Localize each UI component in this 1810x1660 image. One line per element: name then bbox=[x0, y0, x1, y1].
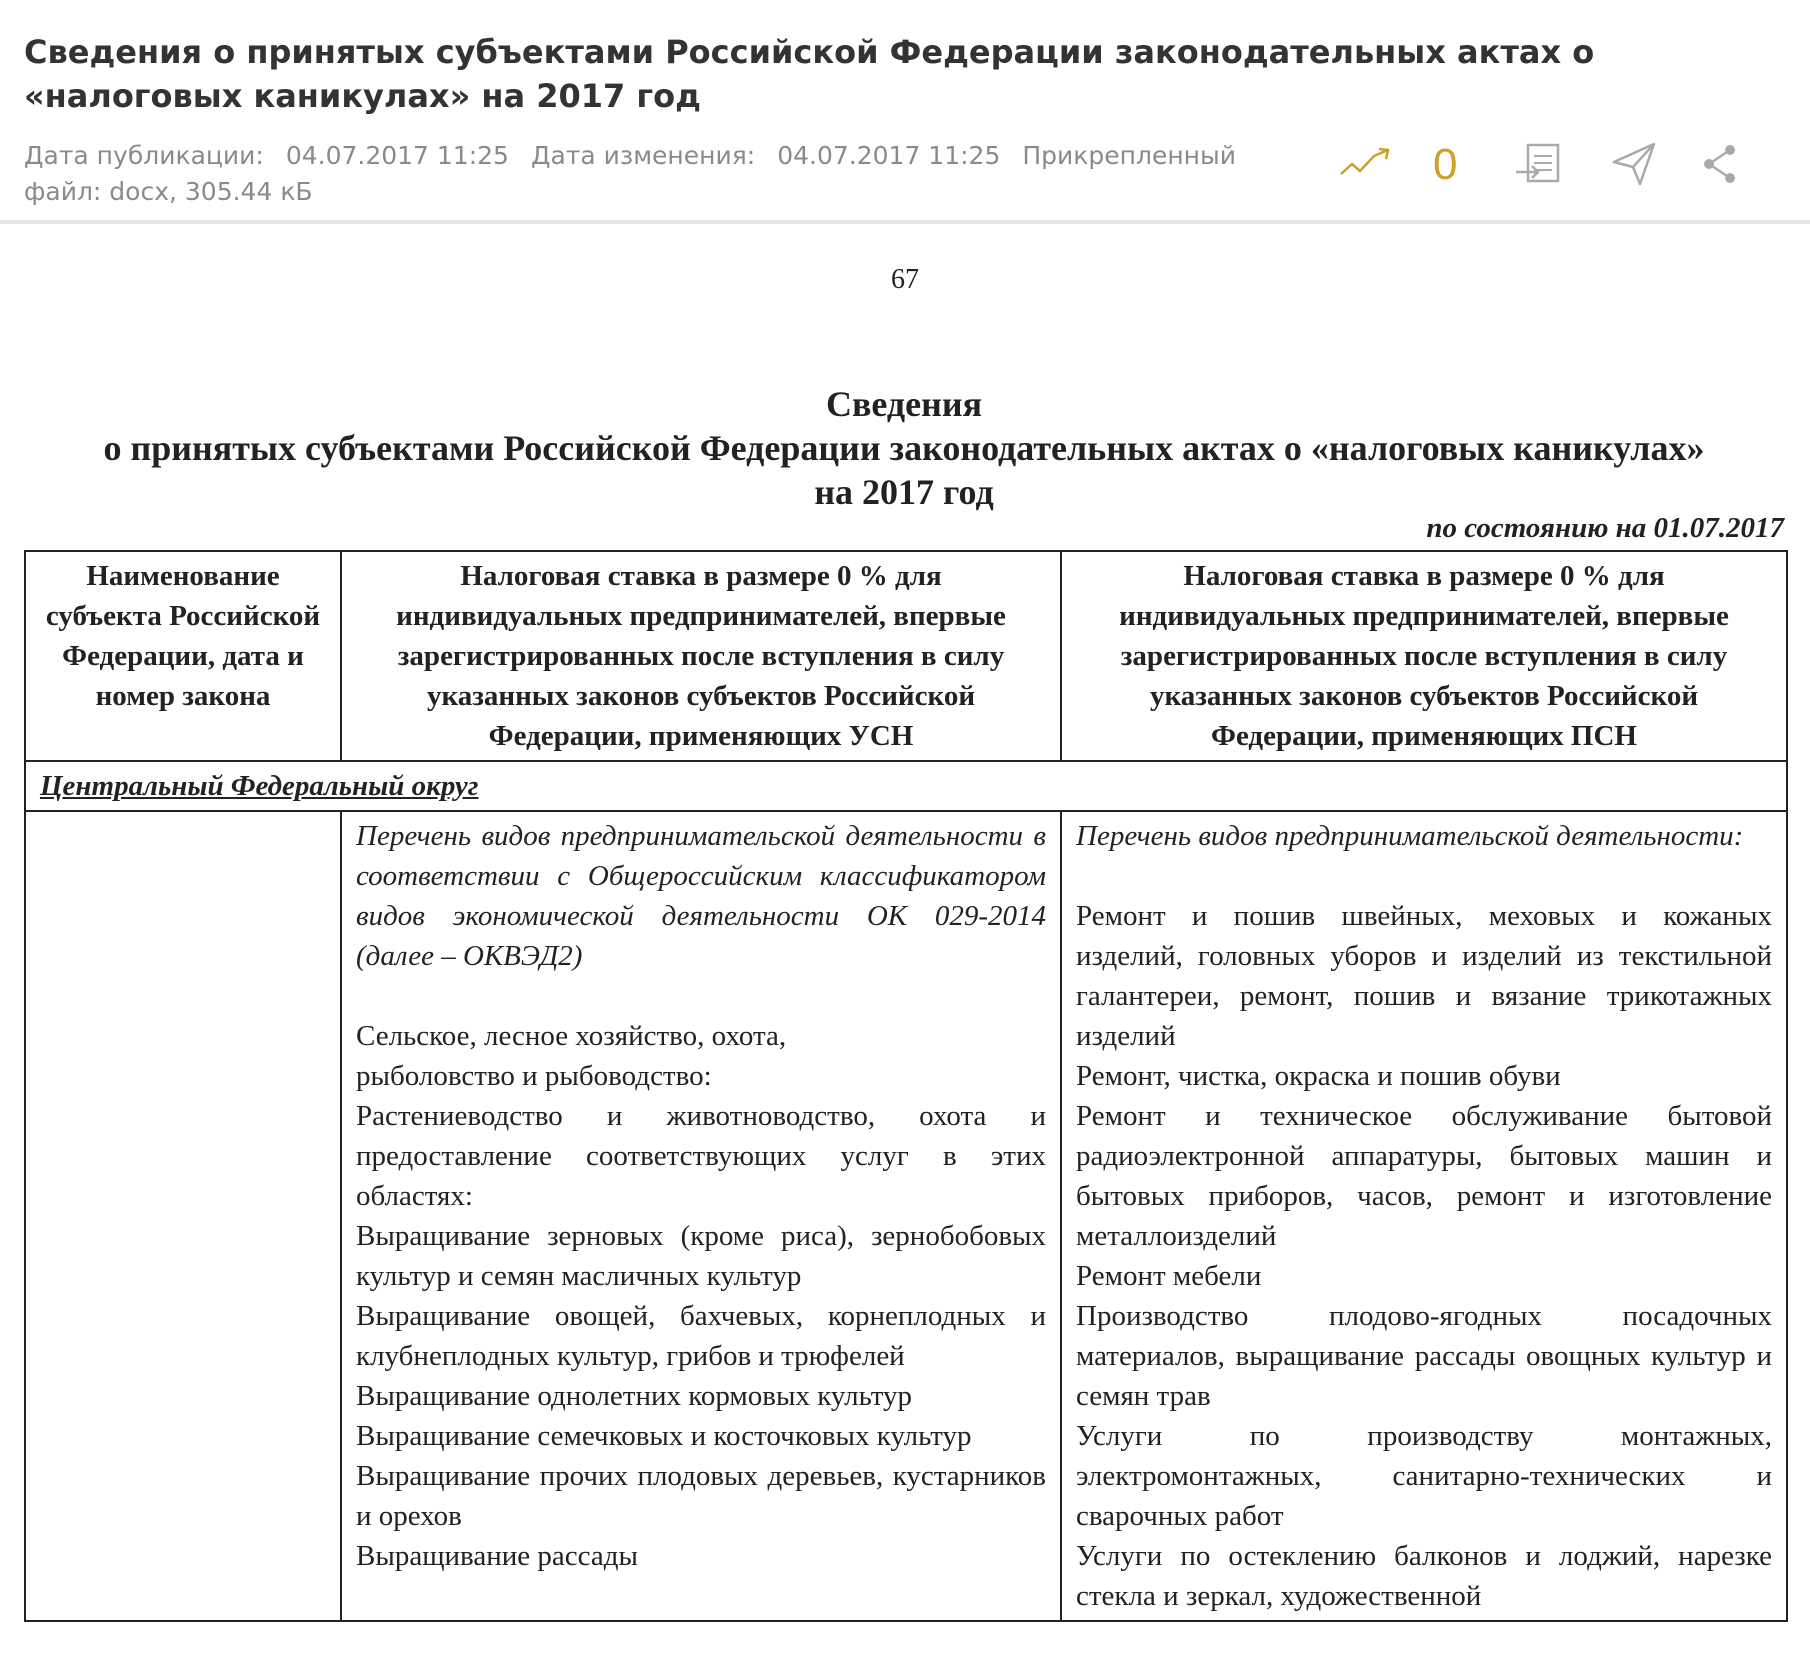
district-name: Центральный Федеральный округ bbox=[40, 770, 479, 802]
page-number: 67 bbox=[891, 264, 919, 295]
table-header-row bbox=[25, 551, 1787, 761]
status-date: по состоянию на 01.07.2017 bbox=[1426, 512, 1784, 544]
page-title: Сведения о принятых субъектами Российской Федерации законодательных актах о «налоговых каникулах» на 2017 год bbox=[24, 33, 1595, 115]
list-item: Выращивание зерновых (кроме риса), зернобобовых культур и семян масличных культур bbox=[356, 1220, 1046, 1292]
list-item: Выращивание овощей, бахчевых, корнеплодных и клубнеплодных культур, грибов и трюфелей bbox=[356, 1300, 1046, 1372]
list-item: Выращивание семечковых и косточковых культур bbox=[356, 1420, 972, 1452]
table-row bbox=[25, 811, 1787, 1621]
view-count: 0 bbox=[1433, 140, 1458, 189]
page-header bbox=[0, 0, 1810, 224]
list-item: Производство плодово-ягодных посадочных материалов, выращивание рассады овощных культур и семян трав bbox=[1076, 1300, 1772, 1412]
list-item: Услуги по производству монтажных, электромонтажных, санитарно-технических и сварочных работ bbox=[1076, 1420, 1772, 1532]
modified-value: 04.07.2017 11:25 bbox=[777, 141, 1001, 170]
document-heading bbox=[24, 382, 1784, 514]
paper-plane-icon[interactable] bbox=[1610, 140, 1658, 188]
tax-holidays-table bbox=[24, 550, 1788, 1622]
list-item: Сельское, лесное хозяйство, охота, bbox=[356, 1020, 787, 1052]
subject-cell bbox=[25, 811, 341, 1621]
header-psn: Налоговая ставка в размере 0 % для индивидуальных предпринимателей, впервые зарегистрированных после вступления в силу указанных законов субъектов Российской Федерации, применяющих ПСН bbox=[1061, 551, 1787, 761]
psn-intro: Перечень видов предпринимательской деятельности: bbox=[1076, 820, 1744, 852]
action-toolbar bbox=[1330, 134, 1750, 194]
modified-label: Дата изменения: bbox=[530, 141, 756, 170]
psn-cell bbox=[1061, 811, 1787, 1621]
usn-cell bbox=[341, 811, 1061, 1621]
list-item: Ремонт и техническое обслуживание бытовой радиоэлектронной аппаратуры, бытовых машин и бытовых приборов, часов, ремонт и изготовление металлоизделий bbox=[1076, 1100, 1772, 1252]
heading-line-2: о принятых субъектами Российской Федерации законодательных актах о «налоговых каникулах» bbox=[103, 428, 1705, 468]
list-item: Растениеводство и животноводство, охота и предоставление соответствующих услуг в этих областях: bbox=[356, 1100, 1046, 1212]
header-usn: Налоговая ставка в размере 0 % для индивидуальных предпринимателей, впервые зарегистрированных после вступления в силу указанных законов субъектов Российской Федерации, применяющих УСН bbox=[341, 551, 1061, 761]
heading-line-3: на 2017 год bbox=[814, 472, 994, 512]
list-item: Ремонт мебели bbox=[1076, 1260, 1262, 1292]
list-item: Ремонт, чистка, окраска и пошив обуви bbox=[1076, 1060, 1561, 1092]
list-item: Ремонт и пошив швейных, меховых и кожаных изделий, головных уборов и изделий из текстильной галантереи, ремонт, пошив и вязание трикотажных изделий bbox=[1076, 900, 1772, 1052]
export-document-icon[interactable] bbox=[1514, 142, 1568, 186]
trend-up-icon[interactable] bbox=[1338, 144, 1392, 180]
list-item: Выращивание однолетних кормовых культур bbox=[356, 1380, 912, 1412]
published-label: Дата публикации: bbox=[24, 141, 264, 170]
heading-line-1: Сведения bbox=[825, 384, 983, 424]
usn-intro: Перечень видов предпринимательской деятельности в соответствии с Общероссийским классификатором видов экономической деятельности ОК 029-2014 (далее – ОКВЭД2) bbox=[356, 820, 1046, 972]
list-item: Выращивание рассады bbox=[356, 1540, 638, 1572]
file-link[interactable]: docx, 305.44 кБ bbox=[109, 177, 313, 206]
file-label: Прикрепленный файл: bbox=[24, 141, 1237, 206]
header-subject: Наименование субъекта Российской Федерации, дата и номер закона bbox=[25, 551, 341, 761]
published-value: 04.07.2017 11:25 bbox=[285, 141, 509, 170]
district-row bbox=[25, 761, 1787, 811]
list-item: рыболовство и рыбоводство: bbox=[356, 1060, 712, 1092]
list-item: Услуги по остеклению балконов и лоджий, нарезке стекла и зеркал, художественной bbox=[1076, 1540, 1772, 1612]
list-item: Выращивание прочих плодовых деревьев, кустарников и орехов bbox=[356, 1460, 1046, 1532]
publication-meta bbox=[24, 138, 1314, 210]
share-icon[interactable] bbox=[1700, 142, 1740, 186]
